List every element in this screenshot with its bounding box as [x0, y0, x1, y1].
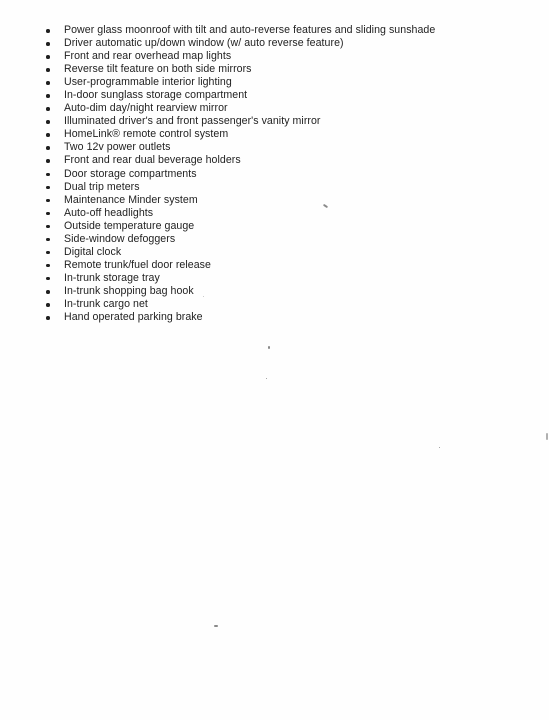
bullet-icon [46, 81, 50, 85]
feature-list-item [46, 311, 435, 324]
feature-list-item [46, 50, 435, 63]
feature-text: Hand operated parking brake [64, 311, 203, 324]
feature-text: Outside temperature gauge [64, 219, 195, 232]
feature-text: In-door sunglass storage compartment [64, 89, 248, 102]
bullet-icon [46, 133, 50, 137]
feature-text: Auto-off headlights [64, 206, 154, 219]
feature-list-item [46, 168, 435, 181]
feature-list-item [46, 89, 435, 102]
feature-list-item [46, 259, 435, 272]
bullet-icon [46, 159, 50, 163]
bullet-icon [46, 290, 50, 294]
feature-text: Auto-dim day/night rearview mirror [64, 102, 228, 115]
feature-list-item [46, 37, 435, 50]
feature-list-item [46, 272, 435, 285]
scan-speck [268, 346, 270, 349]
feature-list-item [46, 220, 435, 233]
bullet-icon [46, 146, 50, 150]
feature-text: User-programmable interior lighting [64, 76, 232, 89]
feature-list-item [46, 102, 435, 115]
feature-text: Illuminated driver's and front passenger's vanity mirror [64, 115, 321, 128]
feature-list-item [46, 63, 435, 76]
feature-list-item [46, 194, 435, 207]
feature-text: Door storage compartments [64, 167, 197, 180]
bullet-icon [46, 316, 50, 320]
bullet-icon [46, 238, 50, 242]
feature-list [46, 24, 435, 324]
feature-text: HomeLink® remote control system [64, 128, 229, 141]
bullet-icon [46, 277, 50, 281]
bullet-icon [46, 212, 50, 216]
feature-list-item [46, 141, 435, 154]
feature-text: Two 12v power outlets [64, 141, 171, 154]
feature-list-item [46, 154, 435, 167]
feature-list-item [46, 285, 435, 298]
bullet-icon [46, 107, 50, 111]
feature-list-item [46, 115, 435, 128]
feature-list-item [46, 181, 435, 194]
feature-list-item [46, 24, 435, 37]
feature-text: Driver automatic up/down window (w/ auto reverse feature) [64, 37, 344, 50]
feature-text: Maintenance Minder system [64, 193, 198, 206]
feature-list-item [46, 246, 435, 259]
bullet-icon [46, 303, 50, 307]
bullet-icon [46, 42, 50, 46]
feature-text: Front and rear overhead map lights [64, 50, 232, 63]
scan-speck [439, 447, 440, 448]
bullet-icon [46, 225, 50, 229]
feature-text: Digital clock [64, 245, 122, 258]
feature-text: Remote trunk/fuel door release [64, 258, 211, 271]
feature-text: In-trunk storage tray [64, 271, 160, 284]
feature-list-item [46, 76, 435, 89]
bullet-icon [46, 55, 50, 59]
bullet-icon [46, 251, 50, 255]
feature-list-item [46, 207, 435, 220]
feature-text: In-trunk cargo net [64, 297, 148, 310]
bullet-icon [46, 199, 50, 203]
feature-list-item [46, 128, 435, 141]
scan-speck [546, 433, 548, 440]
scan-speck [266, 378, 267, 379]
feature-list-item [46, 298, 435, 311]
feature-text: Dual trip meters [64, 180, 140, 193]
bullet-icon [46, 94, 50, 98]
bullet-icon [46, 264, 50, 268]
bullet-icon [46, 29, 50, 33]
scan-speck [214, 625, 218, 627]
feature-text: In-trunk shopping bag hook [64, 284, 194, 297]
scan-speck [203, 296, 204, 297]
feature-text: Power glass moonroof with tilt and auto-reverse features and sliding sunshade [64, 24, 436, 36]
feature-text: Reverse tilt feature on both side mirrors [64, 63, 252, 76]
feature-text: Front and rear dual beverage holders [64, 154, 241, 167]
bullet-icon [46, 186, 50, 190]
feature-list-item [46, 233, 435, 246]
bullet-icon [46, 120, 50, 124]
bullet-icon [46, 68, 50, 72]
feature-text: Side-window defoggers [64, 232, 176, 245]
bullet-icon [46, 173, 50, 177]
